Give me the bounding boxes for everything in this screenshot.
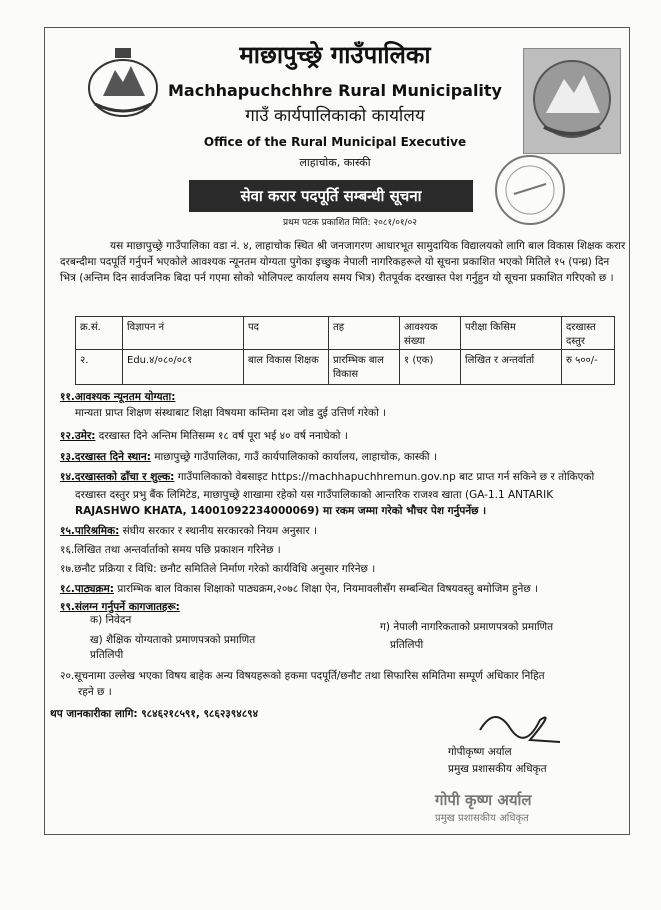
item-11-text: मान्यता प्राप्त शिक्षण संस्थाबाट शिक्षा विषयमा कम्तिमा दश जोड दुई उत्तिर्ण गरेको । [75,407,387,419]
intro-paragraph: यस माछापुच्छ्रे गाउँपालिका वडा नं. ४, लाहाचोक स्थित श्री जनजागरण आधारभूत सामुदायिक विद्यालयको लागि बाल विकास शिक्षक करार दरबन्दीमा पदपूर्ति गर्नुपर्ने भएकोले आवश्यक न्यूनतम योग्यता पुगेका इच्छुक नेपाली नागरिकहरूले यो सूचना प्रकाशित भएको मितिले १५ (पन्ध्र) दिन भित्र (अन्तिम दिन सार्वजनिक बिदा पर्न गएमा सोको भोलिपल्ट कार्यालय समय भित्र) रीतपूर्वक दरखास्त पेश गर्नुहुन यो सूचना प्रकाशित गरिएको छ । [60,240,626,284]
signatory-name: गोपीकृष्ण अर्याल [448,746,512,758]
item-17: १७.छनौट प्रक्रिया र विधि: छनौट समितिले निर्माण गरेको कार्यविधि अनुसार गरिनेछ । [60,563,376,575]
table-row [76,350,615,385]
table-header-row [76,317,615,350]
item-15 [60,524,620,539]
table-cell: रु ५००/- [562,350,615,385]
municipality-badge-icon [523,48,621,154]
table-cell: लिखित र अन्तर्वार्ता [461,350,562,385]
item-18-text: प्रारम्भिक बाल विकास शिक्षाको पाठ्यक्रम,२०७८ शिक्षा ऐन, नियमावलीसँग सम्बन्धित विषयवस्तु बमोजिम हुनेछ । [117,583,539,595]
item-14-text-3: RAJASHWO KHATA, 14001092234000069) मा रकम जम्मा गरेको भौचर पेश गर्नुपर्नेछ । [75,505,487,517]
item-12-label: १२.उमेर: [60,430,96,442]
doc-b-2: प्रतिलिपी [90,649,124,661]
office-location: लाहाचोक, कास्की [299,156,371,169]
item-15-text: संघीय सरकार र स्थानीय सरकारको नियम अनुसार । [122,525,317,537]
stamp-name: गोपी कृष्ण अर्याल [435,791,532,809]
office-name-en: Office of the Rural Municipal Executive [203,135,467,149]
doc-b: ख) शैक्षिक योग्यताको प्रमाणपत्रको प्रमाणित [90,634,256,646]
item-19 [60,600,620,615]
vacancy-table [75,316,615,385]
table-cell: Edu.४/०८०/०८१ [123,350,244,385]
item-13-text: माछापुच्छ्रे गाउँपालिका, गाउँ कार्यपालिकाको कार्यालय, लाहाचोक, कास्की । [154,451,437,463]
contact-numbers: थप जानकारीका लागि: ९८४६२१८५९१, ९८६२३९४८९४ [50,708,259,720]
item-19-label: १९.संलग्न गर्नुपर्ने कागजातहरू: [60,601,180,613]
item-15-label: १५.पारिश्रमिक: [60,525,120,537]
item-18 [60,582,620,597]
table-cell: बाल विकास शिक्षक [244,350,329,385]
table-cell: १ (एक) [400,350,461,385]
item-13 [60,450,620,465]
item-16: १६.लिखित तथा अन्तर्वार्ताको समय पछि प्रकाशन गरिनेछ । [60,544,281,556]
item-14-text: गाउँपालिकाको वेबसाइट https://machhapuchhremun.gov.np बाट प्राप्त गर्न सकिने छ र तोकिएको [177,471,595,483]
item-11-label: ११.आवश्यक न्यूनतम योग्यता: [60,391,176,403]
item-20: २०.सूचनामा उल्लेख भएका विषय बाहेक अन्य विषयहरूको हकमा पदपूर्ति/छनौट तथा सिफारिस समितिमा सम्पूर्ण अधिकार निहित [60,670,545,682]
signature-icon [470,700,570,750]
table-cell: २. [76,350,123,385]
doc-c: ग) नेपाली नागरिकताको प्रमाणपत्रको प्रमाणित [380,621,554,633]
item-18-label: १८.पाठ्यक्रम: [60,583,114,595]
municipality-name-np: माछापुच्छ्रे गाउँपालिका [239,41,431,69]
name-stamp [435,790,560,826]
doc-c-2: प्रतिलिपी [390,639,424,651]
table-cell: प्रारम्भिक बाल विकास [329,350,400,385]
publish-date: प्रथम पटक प्रकाशित मिति: २०८१/०१/०२ [283,218,417,228]
item-13-label: १३.दरखास्त दिने स्थान: [60,451,151,463]
office-stamp-icon [490,150,570,230]
item-11 [60,390,620,405]
table-header: दरखास्त दस्तुर [562,317,615,350]
table-header: परीक्षा किसिम [461,317,562,350]
table-header: आवश्यक संख्या [400,317,461,350]
table-header: विज्ञापन नं [123,317,244,350]
item-12-text: दरखास्त दिने अन्तिम मितिसम्म १८ वर्ष पूरा भई ४० वर्ष ननाघेको । [98,430,348,442]
notice-title-banner: सेवा करार पदपूर्ति सम्बन्धी सूचना [189,180,473,212]
table-header: तह [329,317,400,350]
item-14-text-2: दरखास्त दस्तुर प्रभु बैंक लिमिटेड, माछापुच्छ्रे शाखामा रहेको यस गाउँपालिकाको आन्तरिक राजश्व खाता (GA-1.1 ANTARIK [75,489,554,501]
item-14-label: १४.दरखास्तको ढाँचा र शुल्क: [60,471,175,483]
table-header: क्र.सं. [76,317,123,350]
stamp-title: प्रमुख प्रशासकीय अधिकृत [435,813,529,824]
item-14 [60,470,620,485]
office-name-np: गाउँ कार्यपालिकाको कार्यालय [245,106,425,126]
item-12 [60,429,620,444]
signatory-title: प्रमुख प्रशासकीय अधिकृत [448,763,547,775]
municipality-name-en: Machhapuchchhre Rural Municipality [168,81,502,100]
table-header: पद [244,317,329,350]
item-20-text-2: रहने छ । [78,686,112,698]
doc-a: क) निवेदन [90,614,132,626]
